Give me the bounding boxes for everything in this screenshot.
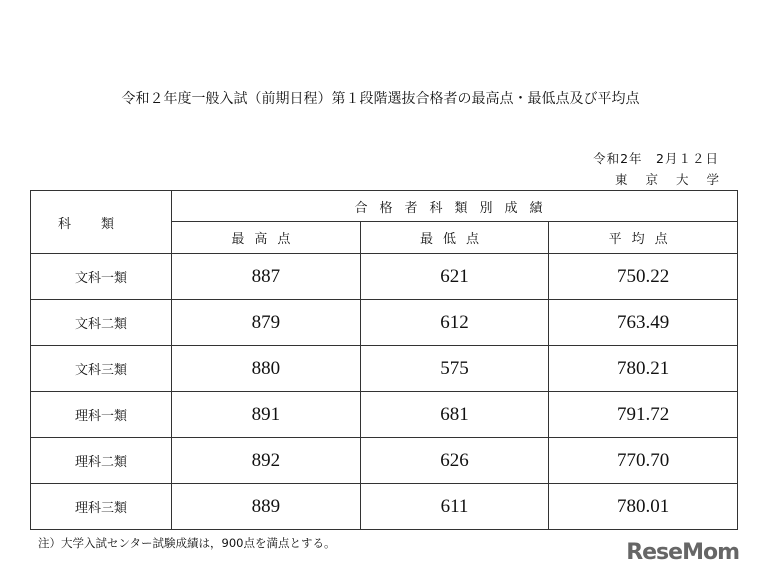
avg-cell: 750.22 xyxy=(549,254,738,300)
min-cell: 611 xyxy=(360,484,549,530)
table-row xyxy=(31,346,738,392)
max-cell: 880 xyxy=(172,346,361,392)
issuer: 東京大学 xyxy=(614,172,737,187)
min-cell: 575 xyxy=(360,346,549,392)
table-row xyxy=(31,300,738,346)
column-header-min: 最低点 xyxy=(360,222,549,254)
document-title: 令和２年度一般入試（前期日程）第１段階選抜合格者の最高点・最低点及び平均点 xyxy=(121,91,640,107)
category-cell: 理科二類 xyxy=(31,438,172,484)
column-header-max: 最高点 xyxy=(172,222,361,254)
max-cell: 891 xyxy=(172,392,361,438)
min-cell: 621 xyxy=(360,254,549,300)
results-table xyxy=(30,190,738,530)
resemom-logo: ReseMom xyxy=(626,540,739,565)
footnote: 注）大学入試センター試験成績は，900点を満点とする。 xyxy=(38,536,336,550)
table-row xyxy=(31,392,738,438)
category-cell: 理科一類 xyxy=(31,392,172,438)
avg-cell: 780.21 xyxy=(549,346,738,392)
max-cell: 889 xyxy=(172,484,361,530)
group-header: 合格者科類別成績 xyxy=(172,191,738,222)
min-cell: 612 xyxy=(360,300,549,346)
category-cell: 文科二類 xyxy=(31,300,172,346)
category-cell: 理科三類 xyxy=(31,484,172,530)
category-header: 科類 xyxy=(31,191,172,254)
table-row xyxy=(31,484,738,530)
avg-cell: 780.01 xyxy=(549,484,738,530)
avg-cell: 763.49 xyxy=(549,300,738,346)
max-cell: 887 xyxy=(172,254,361,300)
max-cell: 892 xyxy=(172,438,361,484)
avg-cell: 791.72 xyxy=(549,392,738,438)
table-row xyxy=(31,254,738,300)
table-row xyxy=(31,438,738,484)
category-cell: 文科三類 xyxy=(31,346,172,392)
issue-date: 令和2年 2月１２日 xyxy=(593,151,719,166)
category-cell: 文科一類 xyxy=(31,254,172,300)
max-cell: 879 xyxy=(172,300,361,346)
min-cell: 681 xyxy=(360,392,549,438)
min-cell: 626 xyxy=(360,438,549,484)
avg-cell: 770.70 xyxy=(549,438,738,484)
column-header-avg: 平均点 xyxy=(549,222,738,254)
